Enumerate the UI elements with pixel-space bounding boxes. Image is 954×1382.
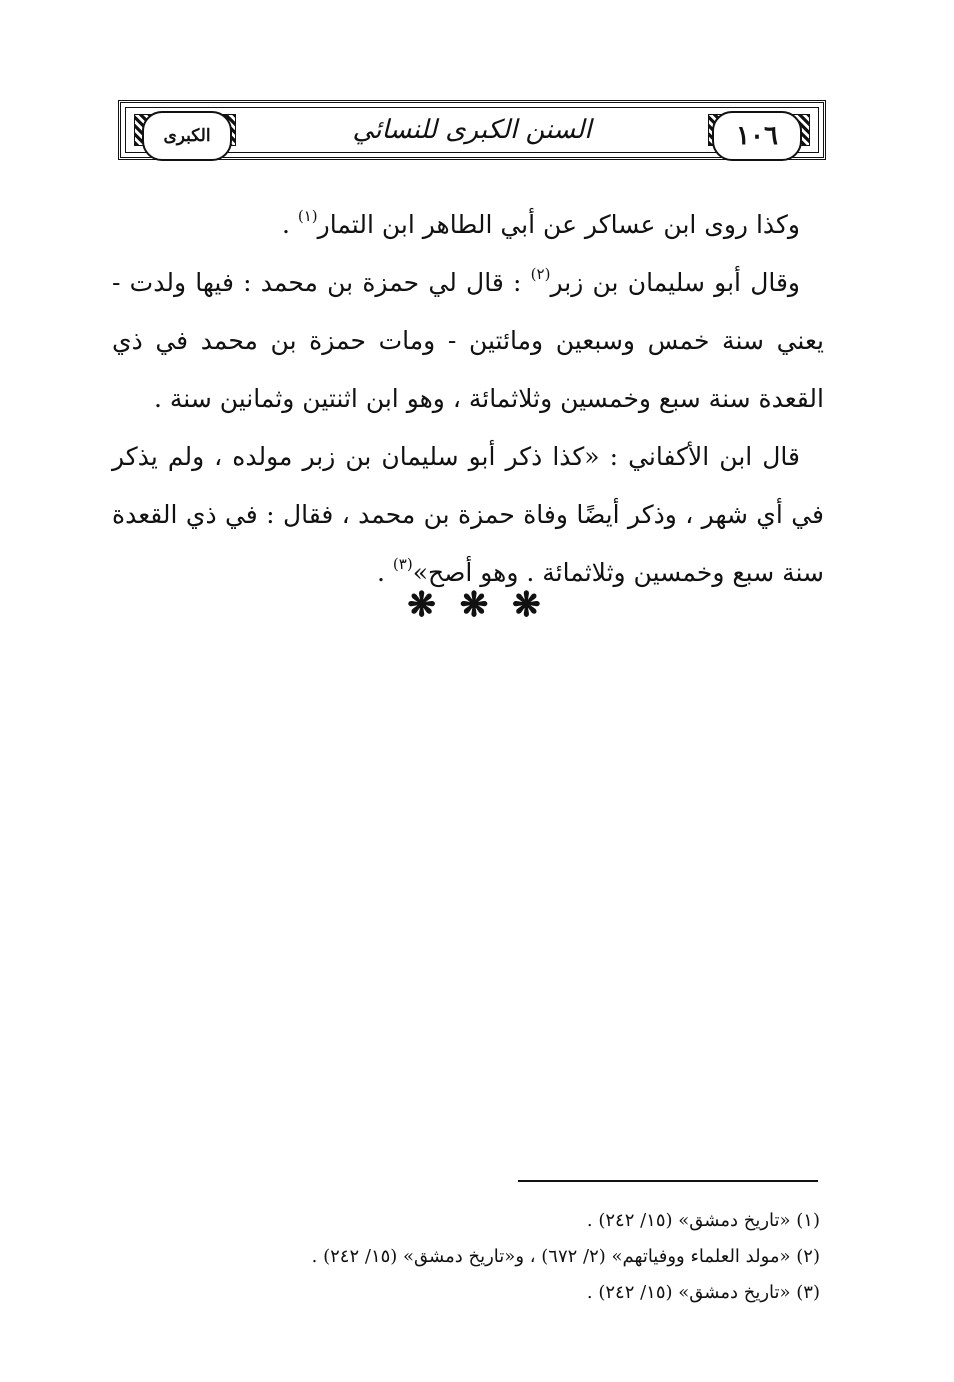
page-number-badge xyxy=(712,111,802,161)
footnote: (٣) «تاريخ دمشق» (١٥/ ٢٤٢) . xyxy=(586,1282,820,1303)
main-text xyxy=(112,196,824,602)
footnotes xyxy=(200,1203,820,1311)
header-frame xyxy=(125,107,819,153)
series-logo: الكبرى xyxy=(163,126,211,146)
footnote-reference: (٢) xyxy=(530,265,551,283)
footnote-reference: (١) xyxy=(297,207,318,225)
footnote: (٢) «مولد العلماء ووفياتهم» (٢/ ٦٧٢) ، و«تاريخ دمشق» (١٥/ ٢٤٢) . xyxy=(311,1246,820,1267)
paragraph: وقال أبو سليمان بن زبر$^{(٢)}$ : قال لي حمزة بن محمد : فيها ولدت - يعني سنة خمس وسبعين ومائتين - ومات حمزة بن محمد في ذي القعدة سنة سبع وخمسين وثلاثمائة ، وهو ابن اثنتين وثمانين سنة . xyxy=(112,265,824,413)
series-logo-badge xyxy=(142,111,232,161)
page-number: ١٠٦ xyxy=(736,121,778,151)
footnote-divider xyxy=(518,1180,818,1182)
running-title: السنن الكبرى للنسائي xyxy=(352,115,592,145)
footnote: (١) «تاريخ دمشق» (١٥/ ٢٤٢) . xyxy=(586,1210,820,1231)
footnote-reference: (٣) xyxy=(392,555,413,573)
paragraph: وكذا روى ابن عساكر عن أبي الطاهر ابن التمار$^{(١)}$ . xyxy=(281,207,800,239)
paragraph: قال ابن الأكفاني : «كذا ذكر أبو سليمان بن زبر مولده ، ولم يذكر في أي شهر ، وذكر أيضًا وفاة حمزة بن محمد ، فقال : في ذي القعدة سنة سبع وخمسين وثلاثمائة . وهو أصح»$^{(٣)}$ . xyxy=(112,442,824,587)
section-separator: ❋ ❋ ❋ xyxy=(407,585,547,625)
page-header xyxy=(118,100,826,160)
